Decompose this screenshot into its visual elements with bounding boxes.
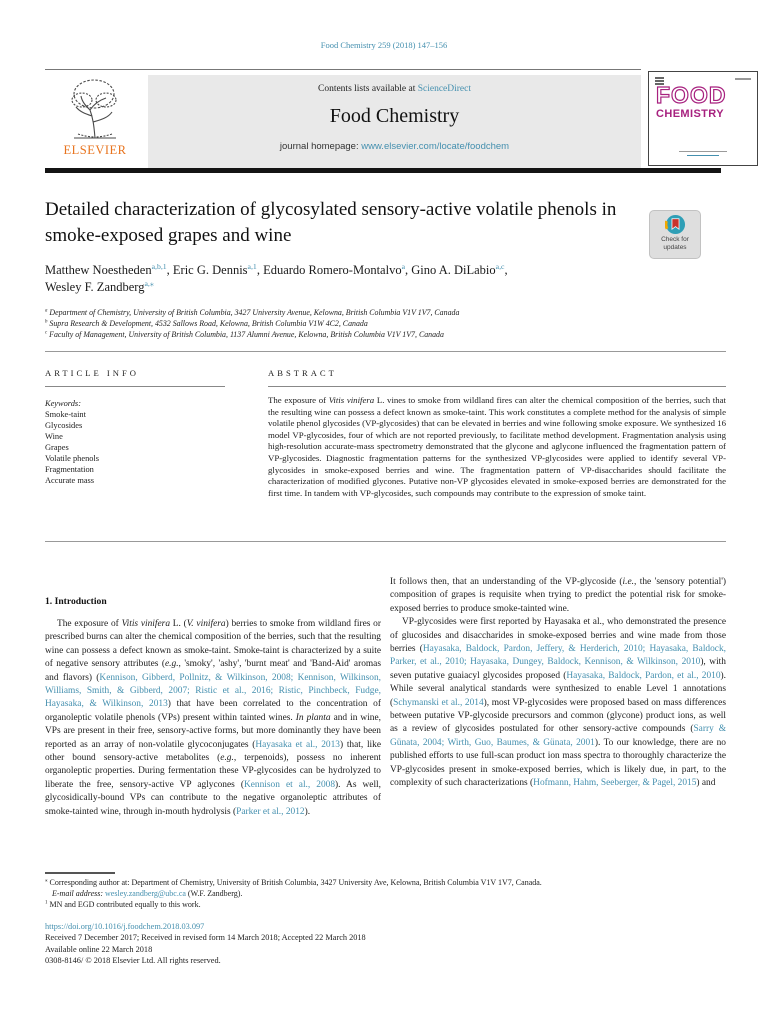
issn-copyright: 0308-8146/ © 2018 Elsevier Ltd. All rights reserved. [45,956,221,966]
keyword-item: Wine [45,432,63,441]
cover-title-chemistry: CHEMISTRY [656,108,724,120]
text-segment: journal homepage: [279,141,362,152]
text-segment: E-mail address: [52,889,106,898]
text-segment: a [45,308,48,314]
inline-link[interactable]: wesley.zandberg@ubc.ca [105,889,186,898]
journal-homepage-line [148,141,641,152]
text-segment: , Eric G. Dennis [166,263,248,277]
check-updates-label-line2: updates [663,243,687,251]
introduction-heading: 1. Introduction [45,596,107,607]
text-segment: ). While several analytical standards were synthesized to enable Level 1 annotations ( [390,670,726,708]
text-segment: The exposure of [268,395,329,405]
intro-paragraph-right-1 [390,576,726,616]
text-segment: Wesley F. Zandberg [45,280,145,294]
text-segment: and in wine, VPs are present in their free, sensory-active forms, but more dominantly they have been reported as an array of non-volatile glycoconjugates ( [45,712,381,750]
journal-header-box [148,75,641,168]
keywords-block [45,398,225,486]
cover-footer-mark [679,151,727,153]
text-segment: ), most VP-glycosides were proposed based on mass differences between putative VP-glycoside precursors and common (glycone) product ions, as well as a review of glycosides postulated for other sensory-active compounds ( [390,697,726,735]
text-segment: In planta [295,712,331,723]
elsevier-logo[interactable] [47,76,143,166]
text-segment: L. vines to smoke from wildland fires can alter the chemical composition of the berries, such that the resulting wine can possess a defect known as smoke-taint. This work constitutes a complete method for the analysis of simple volatile phenol glycosides (VP-glycosides) that can be elevated in berries and wine following smoke exposure. We synthesized 16 model VP-glycosides, four of which are not reported previously, to facilitate method development. Fragmentation analysis using high-resolution accurate-mass spectrometry demonstrated that the glycone and aglycone influenced the fragmentation pattern of VP-glycosides. Diagnostic fragmentation patterns for the synthesized VP-glycosides were applied to identify several VP-glycosides in smoke-exposed berries and wine. The fragmentation pattern of VP-disaccharides should facilitate the characterization of modified glycones. Putative non-VP glycosides elevated in smoke-exposed berries are demonstrated for the first time. In tandem with VP-glycosides, such compounds may contribute to the expression of smoke taint. [268,395,726,498]
footnotes-block [45,877,726,910]
affiliation-a [45,307,725,318]
text-segment: , 'smoky', 'ashy', 'burnt meat' and 'Band-Aid' aromas and flavors) ( [45,659,381,683]
text-segment: VP-glycosides were first reported by Hayasaka et al., who demonstrated the presence of glucosides and disaccharides in smoke-exposed berries and wine made from those berries ( [390,617,726,655]
text-segment: Supra Research & Development, 4532 Sallows Road, Kelowna, British Columbia V1W 4C2, Canada [47,319,368,328]
journal-cover-thumbnail[interactable] [648,71,758,166]
header-divider-bar [45,168,721,173]
inline-link[interactable]: Hayasaka, Baldock, Pardon, et al., 2010 [566,670,721,681]
elsevier-tree-icon [47,76,143,142]
text-segment: , [504,263,508,277]
affiliation-c [45,329,725,340]
abstract-heading: ABSTRACT [268,368,337,378]
inline-link[interactable]: Kennison et al., 2008 [243,779,336,790]
inline-link[interactable]: Hofmann, Hahm, Seeberger, & Pagel, 2015 [533,778,697,789]
inline-link[interactable]: Parker et al., 2012 [236,806,305,817]
text-segment: Corresponding author at: Department of Chemistry, University of British Columbia, 3427 University Ave, Kelowna, British Columbia V1V 1V7, Canada. [47,878,542,887]
text-segment: i.e. [622,577,634,587]
body-column-left [45,618,381,819]
received-dates: Received 7 December 2017; Received in revised form 14 March 2018; Accepted 22 March 2018 [45,933,366,943]
keyword-item: Grapes [45,443,69,452]
inline-link[interactable]: a,b,1 [151,261,167,271]
affiliations [45,307,725,340]
keywords-label: Keywords: [45,399,81,408]
text-segment: Contents lists available at [317,84,418,94]
text-segment: Faculty of Management, University of British Columbia, 1137 Alumni Avenue, Kelowna, British Columbia V1V 1V7, Canada [47,330,444,339]
email-note [45,888,726,899]
keyword-item: Accurate mass [45,476,95,485]
text-segment: L. ( [170,619,187,629]
keyword-item: Smoke-taint [45,410,86,419]
article-footer [45,921,726,967]
keyword-item: Glycosides [45,421,83,430]
intro-paragraph-right-2 [390,616,726,790]
text-segment: b [45,319,48,325]
text-segment: MN and EGD contributed equally to this work. [47,900,201,909]
text-segment: It follows then, that an understanding of the VP-glycoside ( [390,577,623,587]
inline-link[interactable]: Hayasaka et al., 2013 [255,739,340,750]
check-updates-label-line1: Check for [661,236,689,243]
cover-footer-link-mark [687,155,719,157]
author-list [45,262,695,296]
article-title: Detailed characterization of glycosylated sensory-active volatile phenols in smoke-exposed grapes and wine [45,199,617,246]
body-column-right [390,576,726,791]
article-info-heading: ARTICLE INFO [45,368,139,378]
header-top-rule [45,69,641,70]
text-segment: (W.F. Zandberg). [185,889,243,898]
cover-issn-mark [735,78,751,80]
text-segment: ) that, like other bound sensory-active metabolites ( [45,739,381,764]
text-segment: The exposure of [57,619,122,629]
journal-citation: Food Chemistry 259 (2018) 147–156 [320,40,448,50]
contents-list-line [148,84,641,94]
inline-link[interactable]: Kennison, Gibberd, Pollnitz, & Wilkinson, 2008; Kennison, Wilkinson, Williams, Smith, & Gibberd, 2007; Ristic et al., 2016; Ristic, Pinchbeck, Fudge, Hayasaka, & Wilkinson, 2013 [45,672,381,710]
inline-link[interactable]: Sarry & Günata, 2004; Wirth, Guo, Baumes, & Günata, 2001 [390,724,726,748]
text-segment: ) and [696,778,716,789]
text-segment: e.g. [220,753,234,764]
text-segment: , Eduardo Romero-Montalvo [256,263,402,277]
abstract-bottom-rule [45,541,726,542]
doi-link [45,921,726,932]
abstract-text [268,395,726,499]
affiliation-b [45,318,725,329]
text-segment: ⁎ [45,878,48,884]
inline-link[interactable]: Hayasaka, Baldock, Pardon, Jeffery, & Herderich, 2010; Hayasaka, Baldock, Parker, et al., 2010; Hayasaka, Dungey, Baldock, Kennison, & Wilkinson, 2010 [390,644,726,668]
available-online: Available online 22 March 2018 [45,944,153,954]
inline-link[interactable]: a,⁎ [144,278,154,288]
cover-title-food: FOOD [656,82,727,108]
text-segment: c [45,330,48,336]
contribution-note [45,899,726,910]
inline-link[interactable]: https://doi.org/10.1016/j.foodchem.2018.03.097 [45,922,205,931]
text-segment: Vitis vinifera [328,395,375,405]
inline-link[interactable]: Schymanski et al., 2014 [393,697,484,708]
section-divider-rule [45,351,726,352]
intro-paragraph-left [45,618,381,819]
text-segment: , the 'sensory potential') composition of grapes is requisite when trying to predict the potential risk for smoke-exposed berries to produce smoke-tainted wine. [390,577,727,614]
text-segment: , terpenoids), possess no inherent organoleptic properties. During fermentation these VP-glycosides can be hydrolyzed to liberate the free, sensory-active VP aglycones ( [45,753,381,790]
footnote-rule [45,872,115,874]
inline-link[interactable]: a [401,261,406,271]
inline-link[interactable]: ScienceDirect [417,84,471,94]
text-segment: ). To our knowledge, there are no published efforts to use full-scan product ion mass spectra to thoroughly characterize the VP-glycosides present in smoke-exposed berries, which is likely due, in part, to the complexity of such characterizations ( [390,737,726,789]
text-segment: Vitis vinifera [121,619,171,629]
text-segment: Department of Chemistry, University of British Columbia, 3427 University Avenue, Kelowna, British Columbia V1V 1V7, Canada [47,308,460,317]
inline-link[interactable]: www.elsevier.com/locate/foodchem [361,141,510,152]
text-segment: ) berries to smoke from wildland fires or prescribed burns can alter the chemical composition of the berries, such that the resulting wine can possess a defect known as smoke-taint. Smoke-taint is characterized by a suite of negative sensory attributes ( [45,619,381,670]
corresponding-author-note [45,877,726,888]
article-info-rule [45,386,225,387]
keyword-item: Fragmentation [45,465,94,474]
text-segment: ). [304,806,311,817]
abstract-rule [268,386,726,387]
check-for-updates-badge[interactable] [649,210,701,259]
text-segment: ), with seven putative guaiacyl glycosides proposed ( [390,657,726,681]
inline-link[interactable]: a,1 [247,261,257,271]
text-segment: Matthew Noestheden [45,263,152,277]
crossmark-icon [650,214,700,235]
journal-title: Food Chemistry [329,105,460,127]
text-segment: e.g. [165,659,179,670]
inline-link[interactable]: a,c [495,261,505,271]
text-segment: , Gino A. DiLabio [405,263,496,277]
text-segment: 1 [45,900,48,906]
elsevier-wordmark: ELSEVIER [63,143,127,157]
text-segment: ). As well, glycosidically-bound VPs can contribute to the negative organoleptic attributes of smoke-tainted wine, through in-mouth hydrolysis ( [45,779,381,817]
keyword-item: Volatile phenols [45,454,100,463]
text-segment: ) that have been correlated to the concentration of organoleptic volatile phenols (VPs) present within tainted wines. [45,699,381,723]
text-segment: V. vinifera [186,619,226,629]
